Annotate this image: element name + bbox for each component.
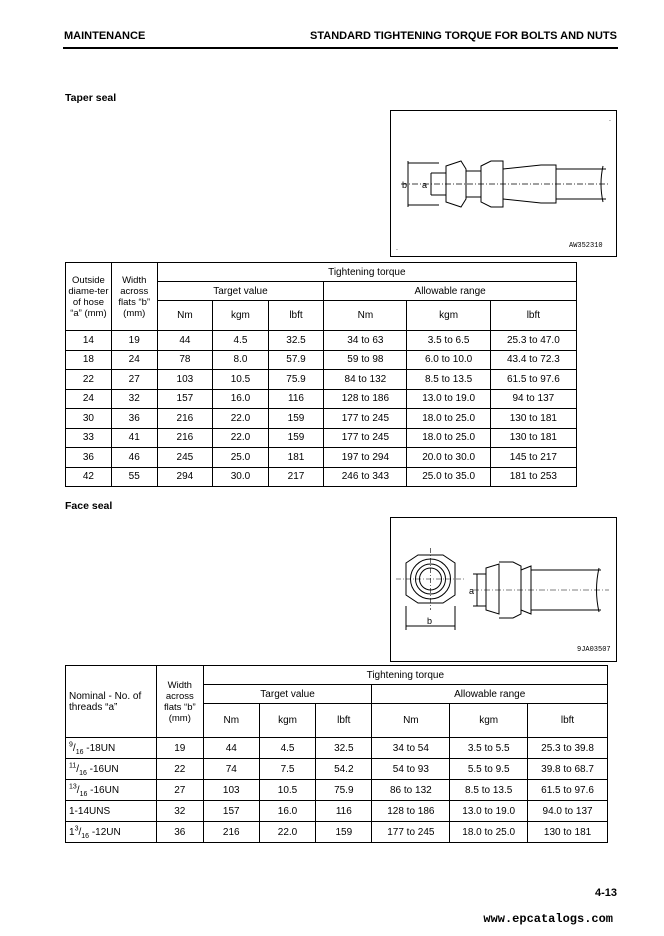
face-seal-table	[65, 665, 608, 843]
face-thread-cell: $1^3/_{16}$ -12UN	[66, 822, 157, 843]
face-cell: 159	[316, 822, 372, 843]
taper-cell: 197 to 294	[324, 448, 407, 468]
thread-name: -12UN	[89, 826, 121, 838]
face-cell: 32	[157, 801, 204, 822]
taper-cell: 18.0 to 25.0	[407, 409, 490, 429]
taper-table-row	[66, 448, 577, 468]
face-cell: 10.5	[259, 780, 315, 801]
taper-cell: 33	[66, 428, 112, 448]
taper-cell: 24	[66, 389, 112, 409]
taper-cell: 159	[268, 428, 324, 448]
face-cell: 36	[157, 822, 204, 843]
taper-col-allowable: Allowable range	[324, 282, 577, 301]
thread-fraction-denominator: 16	[81, 832, 90, 840]
face-cell: 130 to 181	[528, 822, 608, 843]
taper-label-b: b	[402, 180, 408, 190]
taper-cell: 145 to 217	[490, 448, 576, 468]
face-cell: 94.0 to 137	[528, 801, 608, 822]
taper-cell: 42	[66, 467, 112, 487]
taper-cell: 159	[268, 409, 324, 429]
taper-cell: 181 to 253	[490, 467, 576, 487]
face-cell: 157	[203, 801, 259, 822]
taper-col-range-kgm: kgm	[407, 301, 490, 331]
face-table-row	[66, 738, 608, 759]
face-cell: 4.5	[259, 738, 315, 759]
taper-cell: 16.0	[213, 389, 269, 409]
taper-cell: 75.9	[268, 370, 324, 390]
face-cell: 54.2	[316, 759, 372, 780]
face-col-range-kgm: kgm	[450, 704, 528, 738]
taper-cell: 36	[111, 409, 157, 429]
taper-cell: 10.5	[213, 370, 269, 390]
thread-name: 1-14UNS	[69, 805, 111, 817]
taper-cell: 18	[66, 350, 112, 370]
taper-cell: 216	[157, 409, 213, 429]
taper-table-row	[66, 331, 577, 351]
taper-cell: 8.0	[213, 350, 269, 370]
taper-col-kgm: kgm	[213, 301, 269, 331]
thread-fraction-numerator: 11	[69, 762, 77, 770]
face-seal-drawing	[391, 518, 616, 661]
taper-cell: 25.3 to 47.0	[490, 331, 576, 351]
face-thread-cell: $^9/_{16}$ -18UN	[66, 738, 157, 759]
watermark-link[interactable]: www.epcatalogs.com	[483, 912, 613, 926]
thread-name: -18UN	[83, 742, 116, 754]
face-table-row	[66, 759, 608, 780]
face-cell: 22	[157, 759, 204, 780]
thread-prefix: 1	[69, 826, 75, 838]
taper-cell: 55	[111, 467, 157, 487]
face-cell: 3.5 to 5.5	[450, 738, 528, 759]
face-cell: 216	[203, 822, 259, 843]
taper-table-row	[66, 409, 577, 429]
face-cell: 44	[203, 738, 259, 759]
taper-cell: 25.0 to 35.0	[407, 467, 490, 487]
face-seal-title: Face seal	[65, 500, 113, 512]
face-table-row	[66, 780, 608, 801]
face-cell: 27	[157, 780, 204, 801]
taper-col-width-across-flats: Width across flats “b” (mm)	[111, 263, 157, 331]
thread-name: -16UN	[86, 763, 119, 775]
face-thread-cell: $^{11}/_{16}$ -16UN	[66, 759, 157, 780]
taper-cell: 22.0	[213, 409, 269, 429]
face-table-row	[66, 822, 608, 843]
taper-cell: 128 to 186	[324, 389, 407, 409]
taper-cell: 157	[157, 389, 213, 409]
header-rule	[63, 47, 618, 49]
taper-col-range-nm: Nm	[324, 301, 407, 331]
face-col-kgm: kgm	[259, 704, 315, 738]
face-col-tightening-torque: Tightening torque	[203, 666, 607, 685]
taper-table-row	[66, 467, 577, 487]
taper-cell: 181	[268, 448, 324, 468]
taper-col-lbft: lbft	[268, 301, 324, 331]
face-col-allowable: Allowable range	[372, 685, 608, 704]
taper-table-row	[66, 389, 577, 409]
taper-col-range-lbft: lbft	[490, 301, 576, 331]
face-cell: 177 to 245	[372, 822, 450, 843]
taper-cell: 245	[157, 448, 213, 468]
face-col-target: Target value	[203, 685, 372, 704]
taper-cell: 30	[66, 409, 112, 429]
taper-seal-table	[65, 262, 577, 487]
taper-cell: 22.0	[213, 428, 269, 448]
taper-cell: 130 to 181	[490, 409, 576, 429]
taper-cell: 18.0 to 25.0	[407, 428, 490, 448]
taper-cell: 61.5 to 97.6	[490, 370, 576, 390]
thread-name: -16UN	[87, 784, 120, 796]
taper-cell: 24	[111, 350, 157, 370]
taper-cell: 294	[157, 467, 213, 487]
taper-col-target: Target value	[157, 282, 324, 301]
taper-cell: 20.0 to 30.0	[407, 448, 490, 468]
taper-cell: 34 to 63	[324, 331, 407, 351]
face-cell: 86 to 132	[372, 780, 450, 801]
face-cell: 8.5 to 13.5	[450, 780, 528, 801]
face-cell: 7.5	[259, 759, 315, 780]
taper-table-row	[66, 370, 577, 390]
face-cell: 5.5 to 9.5	[450, 759, 528, 780]
taper-table-row	[66, 428, 577, 448]
taper-cell: 3.5 to 6.5	[407, 331, 490, 351]
taper-cell: 6.0 to 10.0	[407, 350, 490, 370]
taper-table-row	[66, 350, 577, 370]
taper-cell: 14	[66, 331, 112, 351]
face-col-nm: Nm	[203, 704, 259, 738]
taper-cell: 19	[111, 331, 157, 351]
face-cell: 25.3 to 39.8	[528, 738, 608, 759]
taper-cell: 27	[111, 370, 157, 390]
taper-cell: 25.0	[213, 448, 269, 468]
face-label-b: b	[427, 616, 433, 626]
face-cell: 74	[203, 759, 259, 780]
taper-seal-drawing	[391, 111, 616, 256]
face-table-row	[66, 801, 608, 822]
taper-cell: 246 to 343	[324, 467, 407, 487]
face-cell: 18.0 to 25.0	[450, 822, 528, 843]
taper-cell: 177 to 245	[324, 409, 407, 429]
face-cell: 128 to 186	[372, 801, 450, 822]
face-cell: 75.9	[316, 780, 372, 801]
svg-text:.: .	[609, 116, 611, 123]
taper-cell: 13.0 to 19.0	[407, 389, 490, 409]
face-cell: 54 to 93	[372, 759, 450, 780]
face-col-range-nm: Nm	[372, 704, 450, 738]
thread-fraction-denominator: 16	[75, 748, 84, 756]
taper-seal-figure	[390, 110, 617, 257]
taper-cell: 32	[111, 389, 157, 409]
taper-cell: 103	[157, 370, 213, 390]
thread-fraction-numerator: 9	[69, 741, 73, 749]
taper-col-tightening-torque: Tightening torque	[157, 263, 576, 282]
header-left: MAINTENANCE	[64, 30, 146, 42]
svg-text:.: .	[396, 245, 398, 252]
thread-fraction-denominator: 16	[79, 769, 87, 777]
taper-cell: 32.5	[268, 331, 324, 351]
thread-fraction-denominator: 16	[79, 790, 88, 798]
face-cell: 32.5	[316, 738, 372, 759]
thread-fraction-numerator: 3	[74, 825, 79, 833]
header-right: STANDARD TIGHTENING TORQUE FOR BOLTS AND NUTS	[310, 30, 617, 42]
face-label-a: a	[469, 586, 475, 596]
taper-cell: 57.9	[268, 350, 324, 370]
taper-cell: 217	[268, 467, 324, 487]
face-col-range-lbft: lbft	[528, 704, 608, 738]
face-figure-code: 9JA03507	[577, 646, 611, 654]
face-seal-figure	[390, 517, 617, 662]
taper-figure-code: AW352310	[569, 242, 603, 250]
taper-cell: 46	[111, 448, 157, 468]
taper-cell: 4.5	[213, 331, 269, 351]
face-cell: 13.0 to 19.0	[450, 801, 528, 822]
taper-cell: 78	[157, 350, 213, 370]
taper-cell: 177 to 245	[324, 428, 407, 448]
taper-cell: 84 to 132	[324, 370, 407, 390]
taper-cell: 22	[66, 370, 112, 390]
taper-col-outside-diameter: Outside diame-ter of hose “a” (mm)	[66, 263, 112, 331]
taper-cell: 8.5 to 13.5	[407, 370, 490, 390]
face-thread-cell	[66, 801, 157, 822]
face-cell: 39.8 to 68.7	[528, 759, 608, 780]
face-cell: 116	[316, 801, 372, 822]
taper-cell: 41	[111, 428, 157, 448]
taper-cell: 44	[157, 331, 213, 351]
face-thread-cell: $^{13}/_{16}$ -16UN	[66, 780, 157, 801]
face-col-lbft: lbft	[316, 704, 372, 738]
taper-cell: 116	[268, 389, 324, 409]
taper-cell: 94 to 137	[490, 389, 576, 409]
face-cell: 16.0	[259, 801, 315, 822]
taper-cell: 59 to 98	[324, 350, 407, 370]
taper-cell: 30.0	[213, 467, 269, 487]
taper-seal-title: Taper seal	[65, 92, 117, 104]
face-col-width-across-flats: Width across flats “b” (mm)	[157, 666, 204, 738]
face-cell: 103	[203, 780, 259, 801]
taper-cell: 36	[66, 448, 112, 468]
face-cell: 19	[157, 738, 204, 759]
taper-cell: 43.4 to 72.3	[490, 350, 576, 370]
face-cell: 22.0	[259, 822, 315, 843]
face-cell: 61.5 to 97.6	[528, 780, 608, 801]
taper-label-a: a	[422, 180, 428, 190]
taper-cell: 130 to 181	[490, 428, 576, 448]
face-col-nominal: Nominal - No. of threads “a”	[66, 666, 157, 738]
face-cell: 34 to 54	[372, 738, 450, 759]
taper-cell: 216	[157, 428, 213, 448]
taper-col-nm: Nm	[157, 301, 213, 331]
thread-fraction-numerator: 13	[69, 783, 77, 791]
page-number: 4-13	[594, 887, 617, 899]
